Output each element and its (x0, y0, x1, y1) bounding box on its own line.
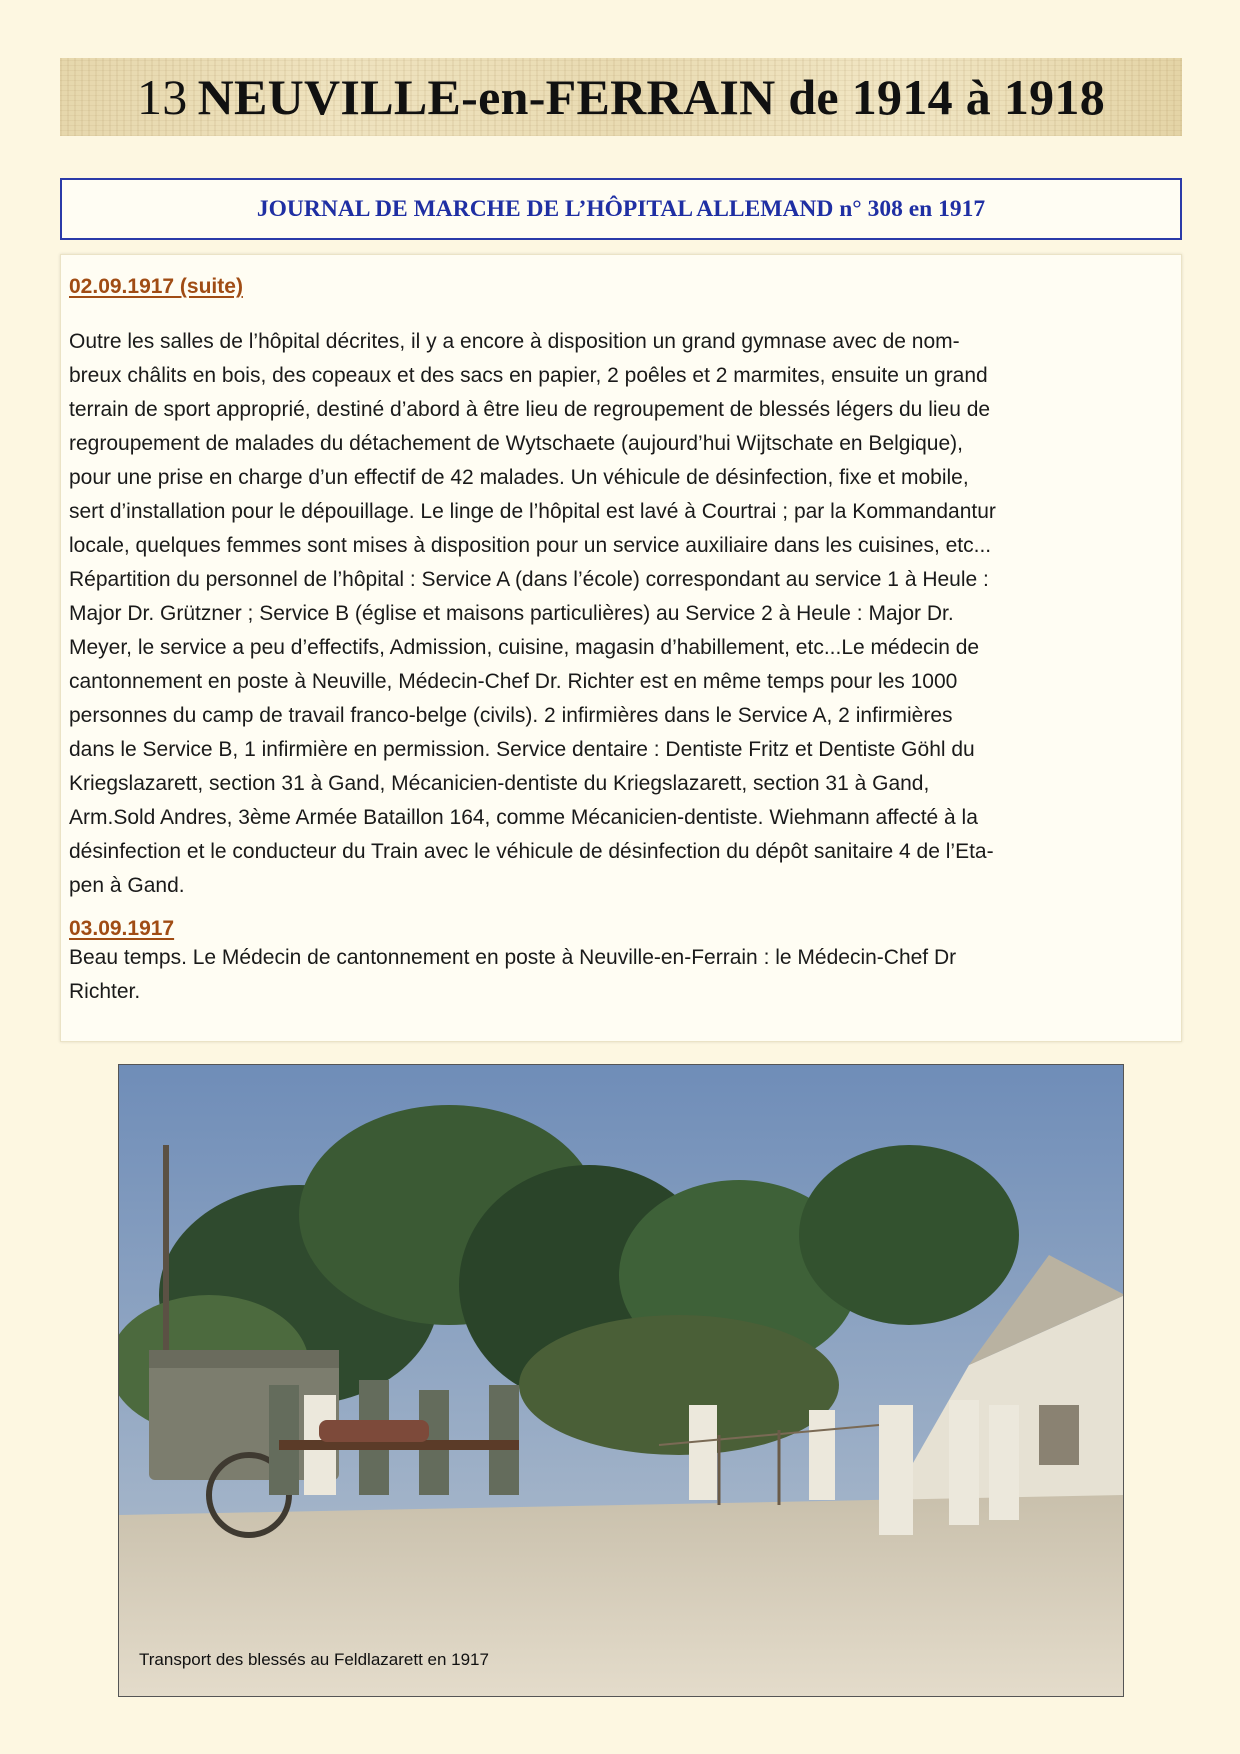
entry-date-1: 02.09.1917 (suite) (69, 275, 243, 298)
text-line: pour une prise en charge d’un effectif de 42 malades. Un véhicule de désinfection, fixe et mobile, (69, 466, 969, 489)
text-line: Beau temps. Le Médecin de cantonnement en poste à Neuville-en-Ferrain : le Médecin-Chef Dr (69, 946, 957, 969)
subtitle: JOURNAL DE MARCHE DE L’HÔPITAL ALLEMAND n° 308 en 1917 (256, 195, 986, 222)
text-line: Outre les salles de l’hôpital décrites, il y a encore à disposition un grand gymnase avec de nom- (69, 330, 960, 353)
text-line: breux châlits en bois, des copeaux et des sacs en papier, 2 poêles et 2 marmites, ensuite un grand (69, 364, 988, 387)
text-line: terrain de sport approprié, destiné d’abord à être lieu de regroupement de blessés légers du lieu de (69, 398, 991, 421)
text-line: locale, quelques femmes sont mises à disposition pour un service auxiliaire dans les cuisines, etc... (69, 534, 992, 557)
page-title-text: NEUVILLE-en-FERRAIN de 1914 à 1918 (197, 69, 1106, 125)
text-line: Arm.Sold Andres, 3ème Armée Bataillon 164, comme Mécanicien-dentiste. Wiehmann affecté à la (69, 806, 978, 829)
text-line: Répartition du personnel de l’hôpital : Service A (dans l’école) correspondant au service 1 à Heule : (69, 568, 989, 591)
text-line: pen à Gand. (69, 874, 185, 897)
text-line: désinfection et le conducteur du Train avec le véhicule de désinfection du dépôt sanitaire 4 de l’Eta- (69, 840, 994, 863)
entry-date-2: 03.09.1917 (69, 917, 175, 940)
title-banner (60, 58, 1182, 136)
photo-caption: Transport des blessés au Feldlazarett en 1917 (139, 1650, 489, 1669)
page-number: 13 (136, 69, 188, 125)
text-line: personnes du camp de travail franco-belge (civils). 2 infirmières dans le Service A, 2 infirmières (69, 704, 953, 727)
text-line: Richter. (69, 980, 141, 1003)
text-line: sert d’installation pour le dépouillage. Le linge de l’hôpital est lavé à Courtrai ; par la Kommandantur (69, 500, 996, 523)
historical-photo (118, 1064, 1124, 1697)
journal-content (60, 254, 1182, 1042)
text-line: Major Dr. Grützner ; Service B (église et maisons particulières) au Service 2 à Heule : Major Dr. (69, 602, 954, 625)
subtitle-box (60, 178, 1182, 240)
text-line: regroupement de malades du détachement de Wytschaete (aujourd’hui Wijtschate en Belgique), (69, 432, 963, 455)
entry-text-2 (69, 941, 1173, 1009)
text-line: cantonnement en poste à Neuville, Médecin-Chef Dr. Richter est en même temps pour les 1000 (69, 670, 958, 693)
entry-text-1 (69, 325, 1173, 903)
text-line: Kriegslazarett, section 31 à Gand, Mécanicien-dentiste du Kriegslazarett, section 31 à Gand, (69, 772, 930, 795)
photo-illustration (119, 1065, 1124, 1697)
text-line: dans le Service B, 1 infirmière en permission. Service dentaire : Dentiste Fritz et Dentiste Göhl du (69, 738, 975, 761)
text-line: Meyer, le service a peu d’effectifs, Admission, cuisine, magasin d’habillement, etc...Le médecin de (69, 636, 980, 659)
page-title (137, 68, 1105, 126)
